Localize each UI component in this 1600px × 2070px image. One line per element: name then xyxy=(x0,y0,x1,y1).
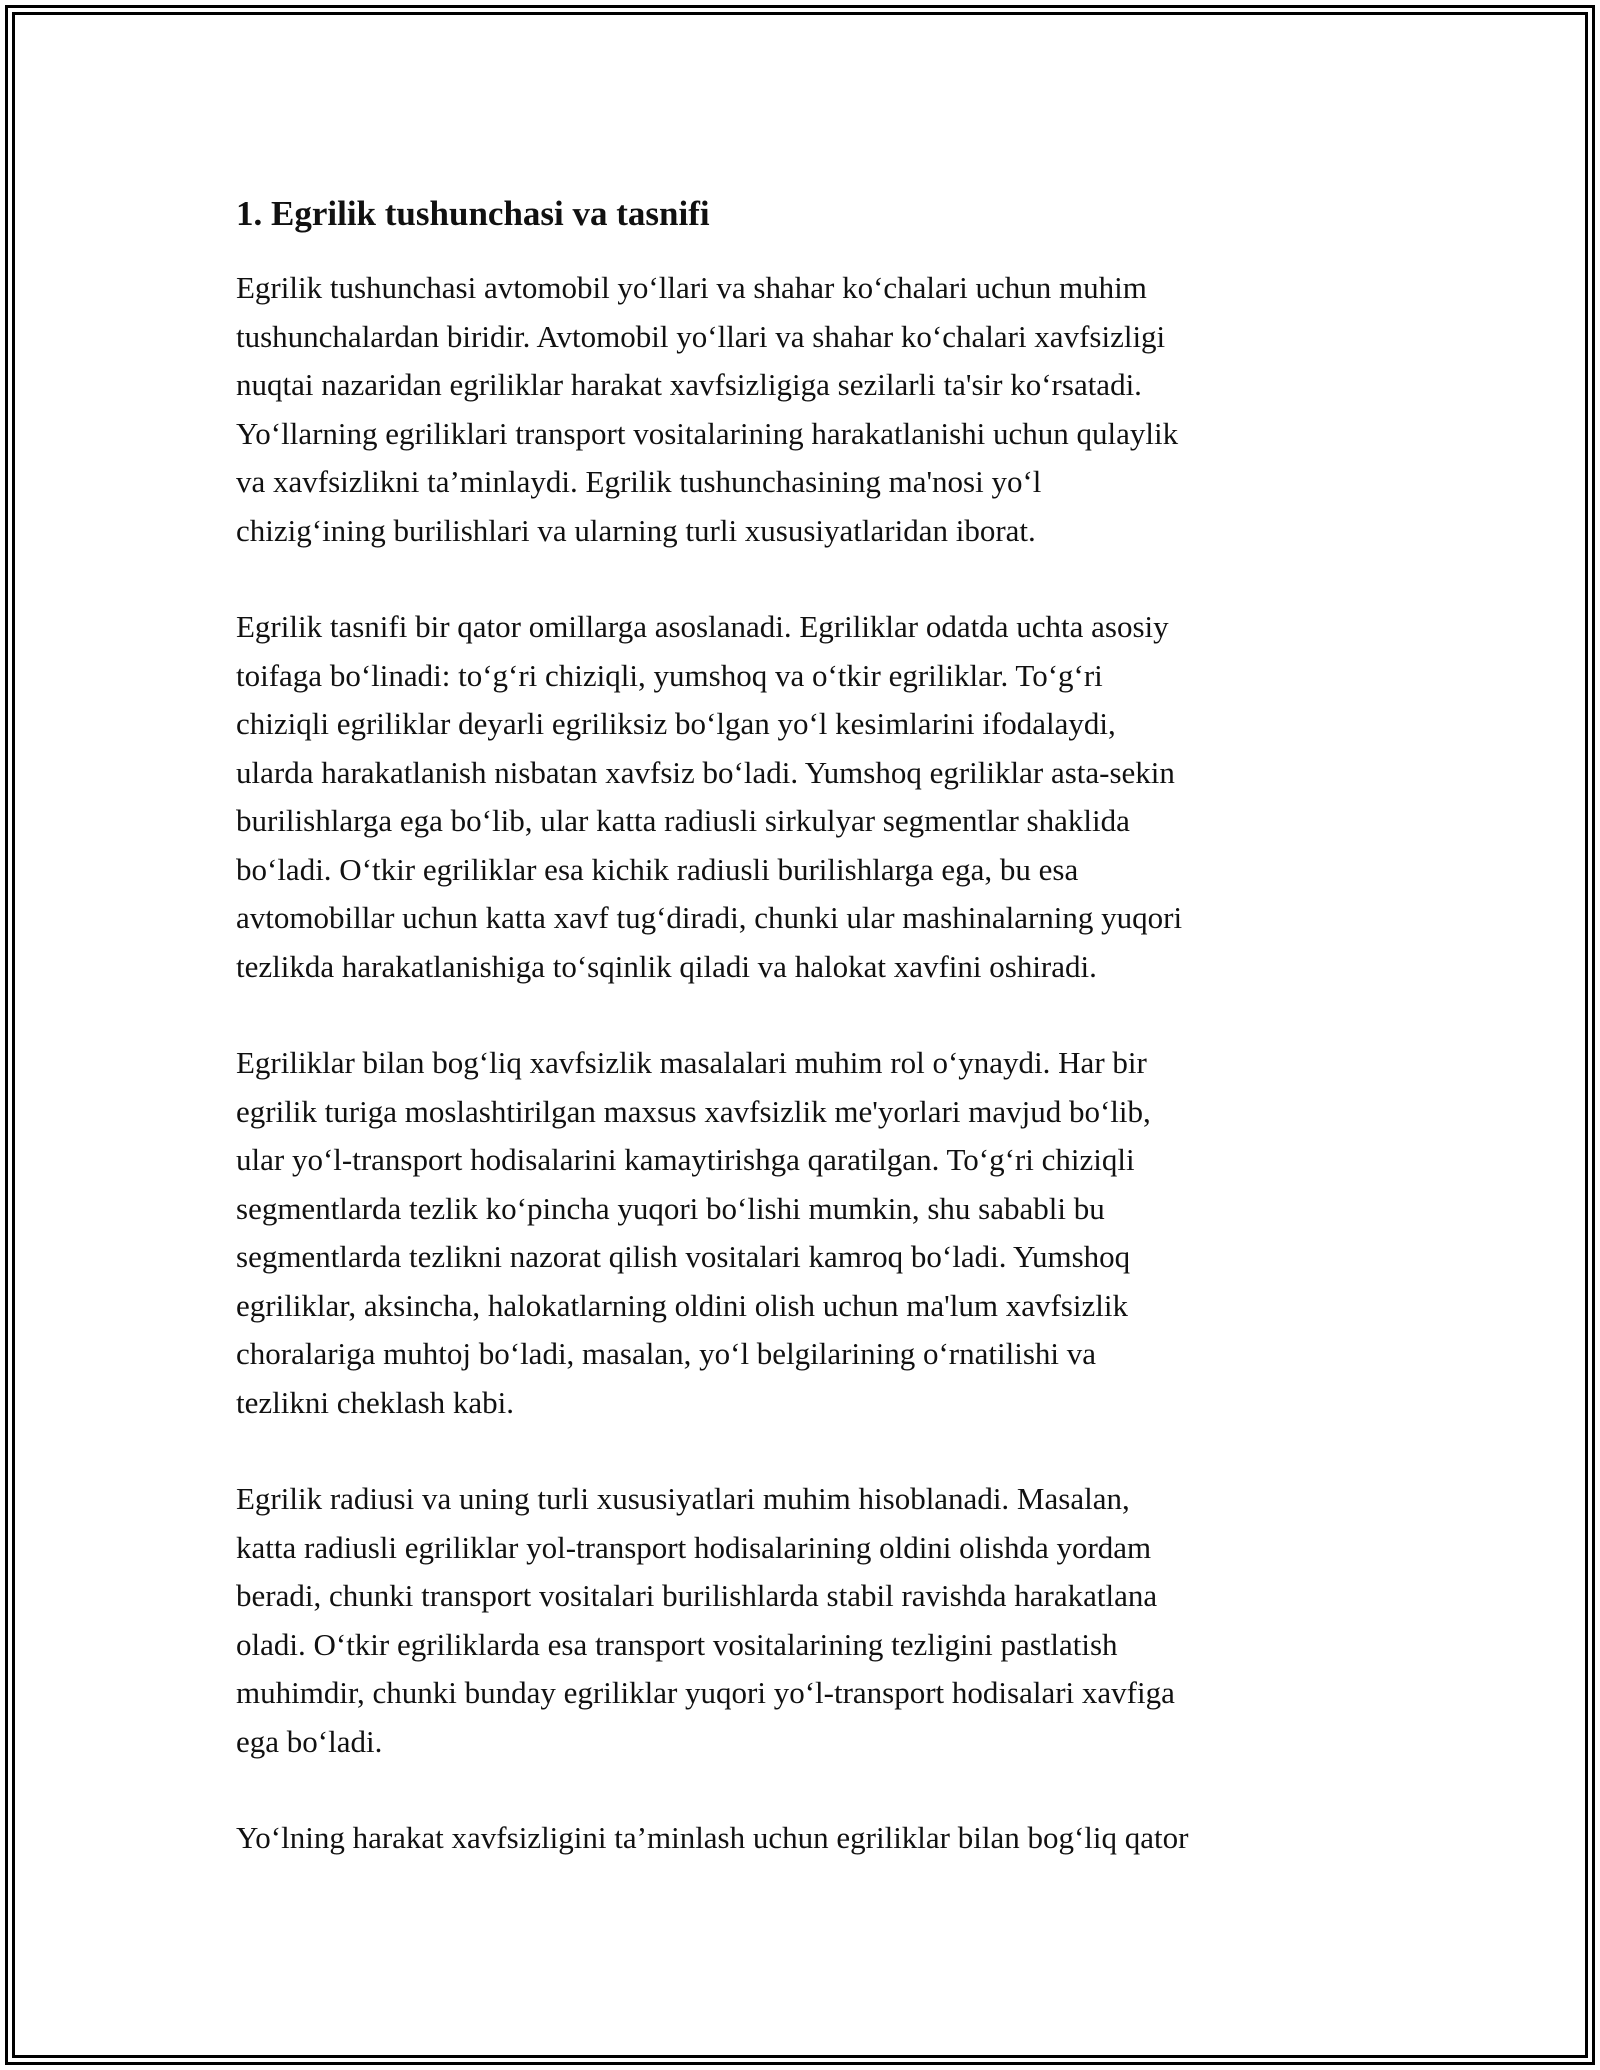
text-line: segmentlarda tezlikni nazorat qilish vositalari kamroq bo‘ladi. Yumshoq xyxy=(236,1239,1131,1274)
text-line: Egrilik radiusi va uning turli xususiyatlari muhim hisoblanadi. Masalan, xyxy=(236,1481,1130,1516)
text-line: chizig‘ining burilishlari va ularning turli xususiyatlaridan iborat. xyxy=(236,512,1036,548)
paragraph-3 xyxy=(236,1039,1386,1427)
text-line: tezlikda harakatlanishiga to‘sqinlik qiladi va halokat xavfini oshiradi. xyxy=(236,948,1097,984)
text-line: chiziqli egriliklar deyarli egriliksiz bo‘lgan yo‘l kesimlarini ifodalaydi, xyxy=(236,706,1116,741)
text-line: ega bo‘ladi. xyxy=(236,1723,383,1759)
text-line: bo‘ladi. O‘tkir egriliklar esa kichik radiusli burilishlarga ega, bu esa xyxy=(236,851,1079,887)
text-line: avtomobillar uchun katta xavf tug‘diradi, chunki ular mashinalarning yuqori xyxy=(236,900,1183,935)
text-line: burilishlarga ega bo‘lib, ular katta radiusli sirkulyar segmentlar shaklida xyxy=(236,803,1130,838)
paragraph-4 xyxy=(236,1475,1386,1766)
text-line: egrilik turiga moslashtirilgan maxsus xavfsizlik me'yorlari mavjud bo‘lib, xyxy=(236,1093,1151,1129)
text-line: katta radiusli egriliklar yol-transport hodisalarining oldini olishda yordam xyxy=(236,1529,1152,1565)
paragraph-2 xyxy=(236,603,1386,991)
text-line: tezlikni cheklash kabi. xyxy=(236,1384,515,1420)
text-line: Egriliklar bilan bog‘liq xavfsizlik masalalari muhim rol o‘ynaydi. Har bir xyxy=(236,1045,1147,1080)
text-line: beradi, chunki transport vositalari burilishlarda stabil ravishda harakatlana xyxy=(236,1578,1158,1613)
text-line: Egrilik tushunchasi avtomobil yo‘llari va shahar ko‘chalari uchun muhim xyxy=(236,270,1147,305)
section-heading: 1. Egrilik tushunchasi va tasnifi xyxy=(236,194,710,233)
text-line: Yo‘llarning egriliklari transport vositalarining harakatlanishi uchun qulaylik xyxy=(236,415,1179,451)
text-line: egriliklar, aksincha, halokatlarning oldini olish uchun ma'lum xavfsizlik xyxy=(236,1287,1128,1323)
text-line: Egrilik tasnifi bir qator omillarga asoslanadi. Egriliklar odatda uchta asosiy xyxy=(236,609,1169,644)
text-line: segmentlarda tezlik ko‘pincha yuqori bo‘lishi mumkin, shu sababli bu xyxy=(236,1190,1105,1226)
text-line: ularda harakatlanish nisbatan xavfsiz bo‘ladi. Yumshoq egriliklar asta-sekin xyxy=(236,754,1175,790)
text-line: toifaga bo‘linadi: to‘g‘ri chiziqli, yumshoq va o‘tkir egriliklar. To‘g‘ri xyxy=(236,657,1103,693)
text-line: oladi. O‘tkir egriliklarda esa transport vositalarining tezligini pastlatish xyxy=(236,1626,1118,1662)
document-body xyxy=(236,188,1386,1911)
text-line: va xavfsizlikni ta’minlaydi. Egrilik tushunchasining ma'nosi yo‘l xyxy=(236,464,1042,499)
text-line: muhimdir, chunki bunday egriliklar yuqori yo‘l-transport hodisalari xavfiga xyxy=(236,1675,1175,1710)
text-line: choralariga muhtoj bo‘ladi, masalan, yo‘l belgilarining o‘rnatilishi va xyxy=(236,1336,1097,1371)
paragraph-1 xyxy=(236,264,1386,555)
text-line: tushunchalardan biridir. Avtomobil yo‘llari va shahar ko‘chalari xavfsizligi xyxy=(236,318,1166,354)
text-line: ular yo‘l-transport hodisalarini kamaytirishga qaratilgan. To‘g‘ri chiziqli xyxy=(236,1142,1135,1177)
text-line: Yo‘lning harakat xavfsizligini ta’minlash uchun egriliklar bilan bog‘liq qator xyxy=(236,1820,1189,1855)
paragraph-5 xyxy=(236,1814,1386,1863)
text-line: nuqtai nazaridan egriliklar harakat xavfsizligiga sezilarli ta'sir ko‘rsatadi. xyxy=(236,367,1142,402)
